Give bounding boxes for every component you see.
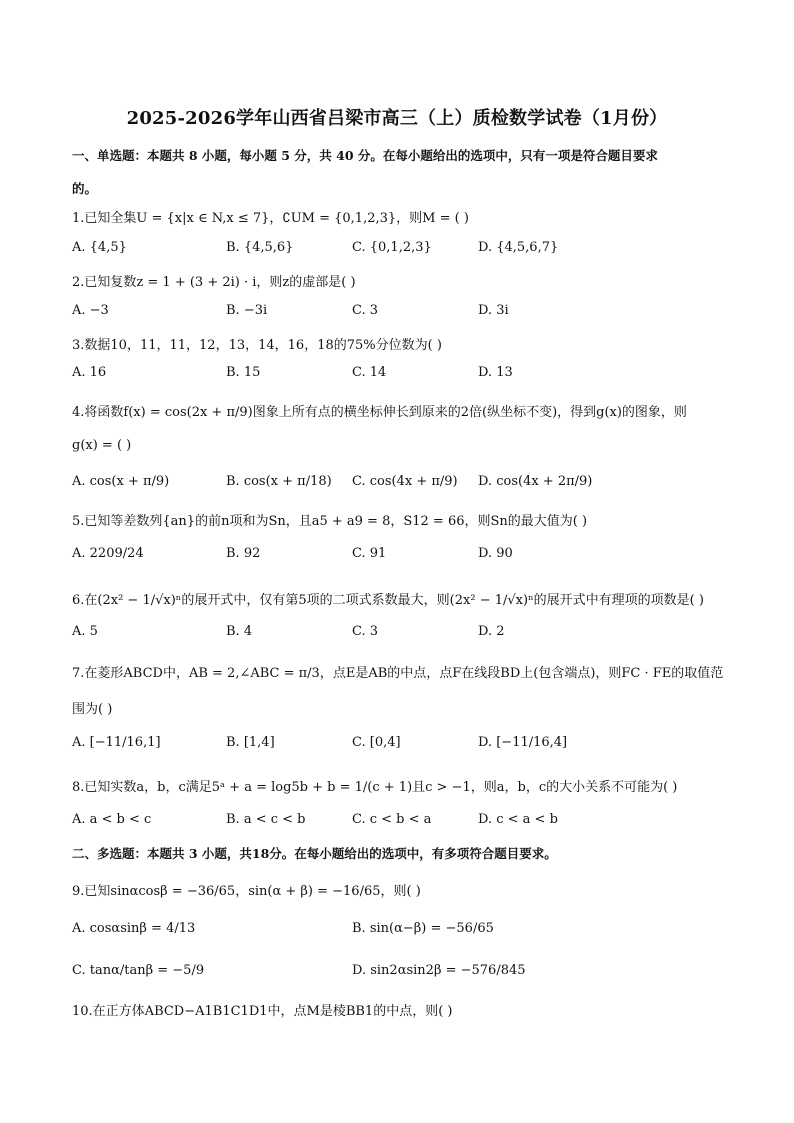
question-4-option-d: D. cos(4x + 2π/9) (478, 474, 593, 489)
question-1-option-c: C. {0,1,2,3} (352, 240, 432, 255)
section-heading-continuation: 的。 (72, 181, 98, 196)
question-4-option-b: B. cos(x + π/18) (226, 474, 332, 489)
question-3-option-a: A. 16 (72, 365, 107, 380)
question-3-option-c: C. 14 (352, 365, 387, 380)
section-heading-single-choice: 一、单选题：本题共 8 小题，每小题 5 分，共 40 分。在每小题给出的选项中，只有一项是符合题目要求 (72, 148, 658, 163)
page-title: 2025-2026学年山西省吕梁市高三（上）质检数学试卷（1月份） (126, 108, 668, 129)
question-4-option-c: C. cos(4x + π/9) (352, 474, 458, 489)
question-5-option-d: D. 90 (478, 546, 513, 561)
question-7-option-d: D. [−11/16,4] (478, 735, 568, 750)
question-4-option-a: A. cos(x + π/9) (72, 474, 170, 489)
question-5-stem: 5.已知等差数列{an}的前n项和为Sn，且a5 + a9 = 8，S12 = 66，则Sn的最大值为( ) (72, 514, 588, 529)
question-1-stem: 1.已知全集U = {x|x ∈ N,x ≤ 7}，∁UM = {0,1,2,3}，则M = ( ) (72, 211, 469, 226)
question-5-option-a: A. 2209/24 (72, 546, 144, 561)
question-8-option-d: D. c < a < b (478, 812, 558, 827)
question-10-stem: 10.在正方体ABCD−A1B1C1D1中，点M是棱BB1的中点，则( ) (72, 1004, 453, 1019)
question-6-option-c: C. 3 (352, 624, 379, 639)
question-3-option-b: B. 15 (226, 365, 261, 380)
question-9-option-b: B. sin(α−β) = −56/65 (352, 921, 494, 936)
question-3-option-d: D. 13 (478, 365, 513, 380)
question-3-stem: 3.数据10，11，11，12，13，14，16，18的75%分位数为( ) (72, 338, 442, 353)
question-8-option-c: C. c < b < a (352, 812, 432, 827)
question-9-stem: 9.已知sinαcosβ = −36/65，sin(α + β) = −16/65，则( ) (72, 884, 421, 899)
question-9-option-c: C. tanα/tanβ = −5/9 (72, 963, 205, 978)
question-1-option-a: A. {4,5} (72, 240, 127, 255)
question-8-stem: 8.已知实数a，b，c满足5ᵃ + a = log5b + b = 1/(c + 1)且c > −1，则a，b，c的大小关系不可能为( ) (72, 780, 678, 795)
question-1-option-d: D. {4,5,6,7} (478, 240, 559, 255)
question-7-option-b: B. [1,4] (226, 735, 275, 750)
question-2-option-a: A. −3 (72, 303, 109, 318)
question-6-stem: 6.在(2x² − 1/√x)ⁿ的展开式中，仅有第5项的二项式系数最大，则(2x² − 1/√x)ⁿ的展开式中有理项的项数是( ) (72, 593, 704, 608)
question-6-option-b: B. 4 (226, 624, 253, 639)
question-4-stem: 4.将函数f(x) = cos(2x + π/9)图象上所有点的横坐标伸长到原来的2倍(纵坐标不变)，得到g(x)的图象，则 (72, 405, 687, 420)
question-7-stem-continuation: 围为( ) (72, 702, 113, 717)
question-7-option-c: C. [0,4] (352, 735, 401, 750)
question-4-stem-continuation: g(x) = ( ) (72, 438, 132, 453)
question-7-option-a: A. [−11/16,1] (72, 735, 161, 750)
question-6-option-a: A. 5 (72, 624, 98, 639)
section-heading-multiple-choice: 二、多选题：本题共 3 小题，共18分。在每小题给出的选项中，有多项符合题目要求。 (72, 846, 557, 861)
question-2-stem: 2.已知复数z = 1 + (3 + 2i) · i，则z的虚部是( ) (72, 275, 356, 290)
question-8-option-a: A. a < b < c (72, 812, 152, 827)
question-2-option-b: B. −3i (226, 303, 268, 318)
question-7-stem: 7.在菱形ABCD中，AB = 2,∠ABC = π/3，点E是AB的中点，点F在线段BD上(包含端点)，则FC · FE的取值范 (72, 666, 724, 681)
question-1-option-b: B. {4,5,6} (226, 240, 294, 255)
question-2-option-d: D. 3i (478, 303, 509, 318)
question-5-option-c: C. 91 (352, 546, 387, 561)
question-2-option-c: C. 3 (352, 303, 379, 318)
question-6-option-d: D. 2 (478, 624, 505, 639)
question-8-option-b: B. a < c < b (226, 812, 306, 827)
question-5-option-b: B. 92 (226, 546, 261, 561)
question-9-option-a: A. cosαsinβ = 4/13 (72, 921, 196, 936)
question-9-option-d: D. sin2αsin2β = −576/845 (352, 963, 526, 978)
